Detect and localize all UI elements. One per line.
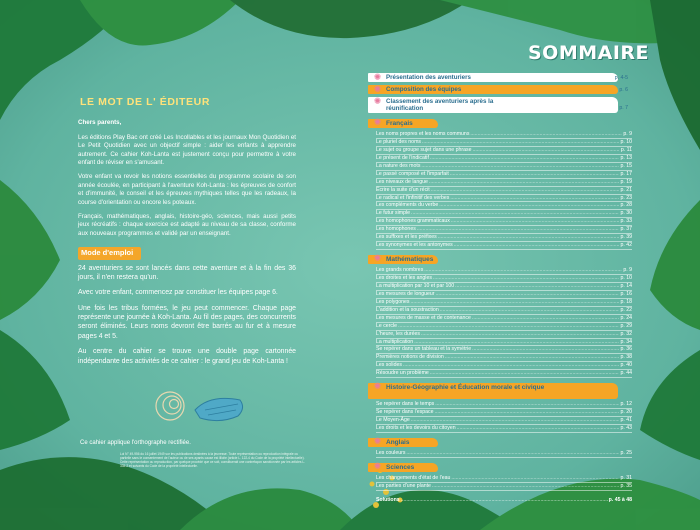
toc-row-page: p. 20 [620, 409, 632, 416]
toc-row[interactable] [376, 483, 632, 491]
shell-icon: ✺ [373, 117, 382, 127]
toc-row[interactable] [376, 202, 632, 210]
toc-row-title: Les homophones grammaticaux [376, 218, 450, 225]
toc-row-page: p. 24 [620, 314, 632, 321]
toc-row-title: Les noms propres et les noms communs [376, 131, 470, 137]
toc-row-page: p. 9 [623, 267, 632, 274]
toc-section-rows [376, 401, 632, 433]
toc-row-leader [472, 346, 619, 353]
toc-row-leader [411, 210, 619, 217]
shell-icon: ✺ [373, 435, 382, 446]
toc-row-leader [431, 187, 620, 194]
toc-row[interactable] [376, 139, 632, 147]
toc-row-leader [450, 171, 620, 178]
toc-section-heading [368, 461, 632, 473]
toc-row-title: Le pluriel des noms [376, 138, 421, 145]
toc-row-page: p. 17 [620, 170, 632, 177]
toc-row[interactable] [376, 210, 632, 218]
toc-row[interactable] [376, 450, 632, 458]
toc-row[interactable] [376, 226, 632, 234]
toc-row-page: p. 43 [620, 425, 632, 431]
toc-row-leader [398, 323, 619, 330]
toc-row[interactable] [376, 147, 632, 155]
toc-row-title: Les droites et les angles [376, 275, 432, 281]
toc-row-leader [438, 234, 620, 241]
toc-row-page: p. 10 [620, 138, 632, 145]
toc-row-leader [457, 425, 620, 432]
toc-row-leader [435, 401, 619, 408]
toc-row-page: p. 9 [623, 131, 632, 137]
toc-row[interactable] [376, 370, 632, 378]
solutions-page: p. 45 à 48 [608, 496, 632, 503]
toc-row-title: Les suffixes et les préfixes [376, 234, 437, 241]
toc-row-page: p. 13 [620, 154, 632, 161]
editor-paragraph-2: Votre enfant va revoir les notions essentielles du programme scolaire de son année écoulée, en participant à l'aventure Koh-Lanta : les épreuves de confort et d'immunité, le conseil et les épreuves mythiques telles que les radeaux, la course d'orientation ou encore les poteaux. [78, 173, 296, 206]
toc-section-label: Français [386, 120, 413, 127]
shell-icon [150, 388, 250, 426]
toc-section-heading [368, 436, 632, 448]
palm-leaf-icon: ✺ [373, 72, 382, 82]
toc-row-leader [470, 131, 622, 138]
shell-icon: ✺ [373, 381, 382, 392]
toc-row[interactable] [376, 275, 632, 283]
toc-row-page: p. 25 [620, 449, 632, 456]
toc-row-title: Les synonymes et les antonymes [376, 242, 453, 249]
toc-row-leader [422, 139, 619, 146]
mode-paragraph-4: Au centre du cahier se trouve une double page cartonnée indépendante des activités de ce cahier : le grand jeu de Koh-Lanta ! [78, 348, 296, 365]
toc-row-page: p. 22 [620, 306, 632, 313]
toc-row-title: Le Moyen-Âge [376, 417, 410, 424]
toc-row-title: Les mesures de longueur [376, 290, 435, 297]
toc-row[interactable] [376, 267, 632, 275]
toc-row-page: p. 33 [620, 218, 632, 225]
toc-row[interactable] [376, 323, 632, 331]
toc-section-rows [376, 450, 632, 458]
toc-row-title: Se repérer dans l'espace [376, 409, 434, 416]
toc-row-leader [436, 291, 620, 298]
toc-row-leader [414, 339, 619, 346]
toc-row-leader [451, 475, 619, 482]
toc-row-leader [430, 370, 620, 377]
toc-row-page: p. 36 [620, 346, 632, 353]
toc-section-heading [368, 381, 632, 399]
toc-section-rows [376, 131, 632, 250]
mode-paragraph-2: Avec votre enfant, commencez par constituer les équipes page 6. [78, 289, 278, 297]
toc-row[interactable] [376, 362, 632, 370]
toc-entry-presentation[interactable]: ✺ Présentation des aventuriers p. 4-5 [368, 72, 632, 83]
toc-row-page: p. 41 [620, 417, 632, 424]
toc-entry-classement[interactable]: ✺ Classement des aventuriers après la réunification p. 7 [368, 96, 632, 114]
editor-paragraph-3: Français, mathématiques, anglais, histoire-géo, sciences, mais aussi petits jeux récréatifs : chaque exercice est adapté au niveau de sa classe, conforme aux nouveaux programmes et validé par un enseignant. [78, 213, 296, 237]
toc-row-title: La nature des mots [376, 162, 421, 169]
toc-row-title: Se repérer dans un tableau et la symétrie [376, 346, 472, 353]
toc-section-label: Histoire-Géographie et Éducation morale et civique [386, 384, 545, 392]
toc-row-title: La multiplication par 10 et par 100 [376, 282, 455, 289]
solutions-leader [401, 497, 608, 503]
toc-row-title: Les niveaux de langue [376, 178, 428, 185]
toc-row-title: L'heure, les durées [376, 330, 420, 337]
mode-paragraph-1: 24 aventuriers se sont lancés dans cette aventure et à la fin des 36 jours, il n'en restera qu'un. [78, 264, 296, 281]
palm-leaf-icon: ✺ [373, 96, 382, 106]
toc-row[interactable] [376, 218, 632, 226]
palm-leaf-icon: ✺ [373, 84, 382, 94]
toc-row-leader [429, 179, 620, 186]
toc-row-page: p. 10 [620, 275, 632, 281]
toc-row-page: p. 38 [620, 354, 632, 361]
toc-row[interactable] [376, 475, 632, 483]
toc-row[interactable] [376, 339, 632, 347]
toc-row-title: Le présent de l'indicatif [376, 154, 429, 161]
toc-row-leader [424, 267, 622, 274]
toc-row-title: Les changements d'état de l'eau [376, 474, 451, 481]
editor-title: LE MOT DE L' ÉDITEUR [80, 96, 210, 108]
toc-section-label: Anglais [386, 438, 410, 446]
toc-row-page: p. 28 [620, 202, 632, 209]
toc-row[interactable] [376, 179, 632, 187]
toc-row-leader [439, 202, 619, 209]
toc-row-page: p. 16 [620, 290, 632, 297]
toc-row-title: La multiplication [376, 338, 414, 345]
toc-row[interactable] [376, 346, 632, 354]
toc-row-leader [451, 218, 620, 225]
toc-row-title: Le futur simple [376, 210, 411, 217]
mode-emploi-heading: Mode d'emploi [78, 247, 141, 259]
toc-row-page: p. 34 [620, 338, 632, 345]
toc-row-page: p. 29 [620, 322, 632, 329]
toc-row-title: Les solides [376, 362, 402, 369]
toc-row-leader [410, 299, 619, 306]
mode-paragraph-3: Une fois les tribus formées, le jeu peut commencer. Chaque page représente une journée à Koh-Lanta. Au fil des pages, des concurrents seront éliminés. Leurs noms devront être barrés au fur et à mesure pages 4 et 5. [78, 304, 296, 340]
toc-row-page: p. 21 [620, 186, 632, 193]
toc-row-page: p. 19 [620, 178, 632, 185]
toc-row-page: p. 37 [620, 226, 632, 233]
toc-row-title: Le sujet ou groupe sujet dans une phrase [376, 146, 472, 153]
toc-row-page: p. 14 [620, 282, 632, 289]
toc-row-page: p. 39 [620, 234, 632, 241]
toc-row-page: p. 31 [620, 474, 632, 481]
editor-page [78, 95, 296, 372]
toc-row-page: p. 11 [620, 146, 632, 153]
toc-section-rows [376, 475, 632, 491]
toc-row-page: p. 42 [620, 242, 632, 249]
table-of-contents [368, 72, 632, 503]
legal-notice: Loi N° 49-956 du 16 juillet 1949 sur les publications destinées à la jeunesse. Toute représentation ou reproduction intégrale ou partielle sans le consentement de l'auteur ou de ses ayants cause est illicite (article L. 122-4 du Code de la propriété intellectuelle). Cette représentation ou reproduction, par quelque procédé que ce soit, constituerait une contrefaçon sanctionnée par les articles L. 335-2 et suivants du Code de la propriété intellectuelle. [120, 452, 305, 469]
toc-row-leader [403, 362, 620, 369]
toc-row-leader [445, 354, 620, 361]
toc-row[interactable] [376, 155, 632, 163]
toc-section-heading [368, 253, 632, 265]
toc-row[interactable] [376, 417, 632, 425]
toc-row-leader [435, 409, 620, 416]
toc-section-label: Sciences [386, 463, 415, 471]
toc-row-leader [421, 163, 619, 170]
toc-row-title: Les polygones [376, 298, 410, 305]
toc-row[interactable] [376, 409, 632, 417]
toc-row[interactable] [376, 299, 632, 307]
toc-row-leader [440, 307, 620, 314]
shell-icon: ✺ [373, 460, 382, 471]
seashell-icon [195, 398, 243, 420]
toc-row-leader [432, 483, 620, 490]
toc-row[interactable] [376, 171, 632, 179]
toc-row-title: Se repérer dans le temps [376, 401, 435, 408]
toc-row[interactable] [376, 291, 632, 299]
toc-row-leader [454, 242, 620, 249]
toc-row[interactable] [376, 242, 632, 250]
toc-row-title: Les compléments du verbe [376, 202, 439, 209]
toc-row-page: p. 30 [620, 210, 632, 217]
greeting: Chers parents, [78, 119, 122, 127]
toc-section-label: Mathématiques [386, 256, 434, 264]
toc-row-leader [472, 147, 619, 154]
toc-row-title: Les grands nombres [376, 267, 424, 274]
toc-row-leader [433, 275, 620, 282]
toc-row[interactable] [376, 187, 632, 195]
toc-row-leader [455, 283, 619, 290]
toc-solutions[interactable] [376, 497, 632, 503]
toc-row-page: p. 40 [620, 362, 632, 369]
toc-row-leader [450, 195, 619, 202]
toc-row-title: Le radical et l'infinitif des verbes [376, 194, 450, 201]
toc-section-heading [368, 117, 632, 129]
solutions-label: Solutions [376, 496, 400, 503]
toc-row-page: p. 32 [620, 330, 632, 337]
toc-row-title: L'addition et la soustraction [376, 306, 439, 313]
toc-row[interactable] [376, 163, 632, 171]
orthography-note: Ce cahier applique l'orthographe rectifiée. [80, 440, 191, 446]
toc-row-page: p. 44 [620, 370, 632, 377]
toc-row-leader [430, 155, 620, 162]
toc-row[interactable] [376, 425, 632, 433]
toc-row[interactable] [376, 195, 632, 203]
toc-row-title: Premières notions de division [376, 354, 444, 361]
toc-row[interactable] [376, 234, 632, 242]
toc-row[interactable] [376, 307, 632, 315]
toc-row-title: Les droits et les devoirs du citoyen [376, 425, 456, 431]
toc-row-leader [406, 450, 619, 457]
editor-paragraph-1: Les éditions Play Bac ont créé Les Incollables et les journaux Mon Quotidien et Le Petit Quotidien avec un objectif simple : aider les enfants à apprendre autrement. Ce cahier Koh-Lanta est justement conçu pour permettre à votre enfant de réviser en s'amusant. [78, 133, 296, 166]
toc-row-leader [421, 331, 619, 338]
toc-row-page: p. 23 [620, 194, 632, 201]
toc-entry-composition[interactable]: ✺ Composition des équipes p. 6 [368, 84, 632, 95]
toc-row-title: Les mesures de masse et de contenance [376, 314, 471, 321]
toc-row-title: Le passé composé et l'imparfait [376, 170, 449, 177]
toc-row-title: Les parties d'une plante [376, 482, 431, 489]
toc-row[interactable] [376, 401, 632, 409]
shell-icon: ✺ [373, 253, 382, 264]
toc-row-leader [472, 315, 620, 322]
toc-row-page: p. 18 [620, 298, 632, 305]
toc-row-title: Le cercle [376, 322, 398, 329]
toc-row-page: p. 15 [620, 162, 632, 169]
toc-row-title: Les homophones [376, 226, 416, 233]
toc-row[interactable] [376, 131, 632, 139]
toc-row-page: p. 35 [620, 482, 632, 489]
toc-row-page: p. 12 [620, 401, 632, 408]
toc-row-leader [411, 417, 620, 424]
toc-row[interactable] [376, 354, 632, 362]
toc-row-title: Écrire la suite d'un récit [376, 186, 430, 193]
sommaire-title: SOMMAIRE [528, 42, 650, 64]
toc-row[interactable] [376, 315, 632, 323]
toc-row[interactable] [376, 283, 632, 291]
toc-row[interactable] [376, 331, 632, 339]
toc-row-leader [417, 226, 620, 233]
toc-row-title: Résoudre un problème [376, 370, 429, 377]
toc-row-title: Les couleurs [376, 449, 406, 456]
toc-section-rows [376, 267, 632, 378]
